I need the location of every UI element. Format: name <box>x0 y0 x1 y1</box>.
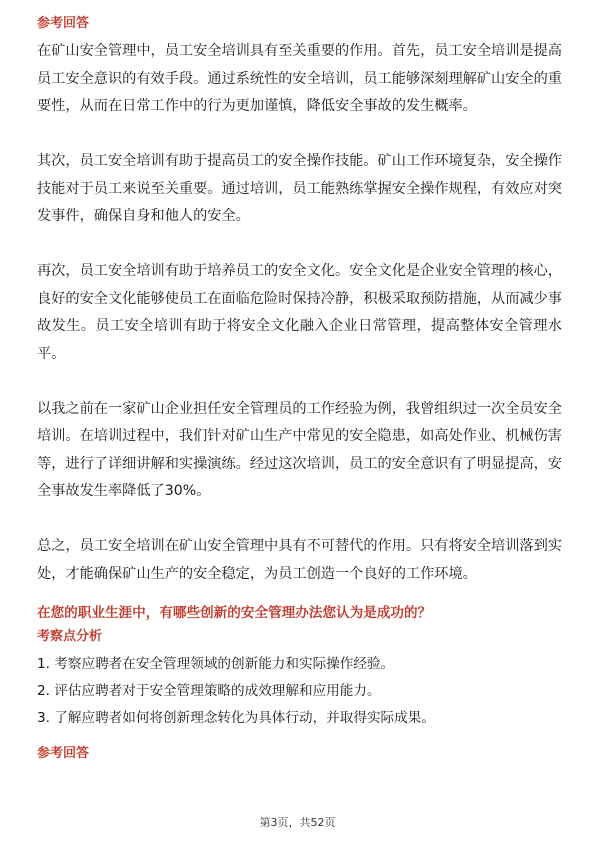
question-title: 在您的职业生涯中，有哪些创新的安全管理办法您认为是成功的？ <box>37 605 432 621</box>
analysis-heading: 考察点分析 <box>37 629 103 644</box>
answer-paragraph: 在矿山安全管理中，员工安全培训具有至关重要的作用。首先，员工安全培训是提高员工安全意识的有效手段。通过系统性的安全培训，员工能够深刻理解矿山安全的重要性，从而在日常工作中的行为更加谨慎，降低安全事故的发生概率。 <box>37 43 562 114</box>
list-item: 2. 评估应聘者对于安全管理策略的成效理解和应用能力。 <box>37 683 381 699</box>
list-item: 3. 了解应聘者如何将创新理念转化为具体行动，并取得实际成果。 <box>37 710 435 726</box>
page-content <box>37 14 562 764</box>
answer-heading-2: 参考回答 <box>37 746 90 761</box>
answer-paragraph: 其次，员工安全培训有助于提高员工的安全操作技能。矿山工作环境复杂，安全操作技能对于员工来说至关重要。通过培训，员工能熟练掌握安全操作规程，有效应对突发事件，确保自身和他人的安全。 <box>37 153 562 224</box>
answer-paragraph: 再次，员工安全培训有助于培养员工的安全文化。安全文化是企业安全管理的核心，良好的安全文化能够使员工在面临危险时保持冷静，积极采取预防措施，从而减少事故发生。员工安全培训有助于将安全文化融入企业日常管理，提高整体安全管理水平。 <box>37 263 562 362</box>
analysis-list <box>37 651 562 732</box>
answer-paragraph: 总之，员工安全培训在矿山安全管理中具有不可替代的作用。只有将安全培训落到实处，才能确保矿山生产的安全稳定，为员工创造一个良好的工作环境。 <box>37 538 562 582</box>
page-number: 第3页，共52页 <box>259 816 336 829</box>
answer-paragraph: 以我之前在一家矿山企业担任安全管理员的工作经验为例，我曾组织过一次全员安全培训。在培训过程中，我们针对矿山生产中常见的安全隐患，如高处作业、机械伤害等，进行了详细讲解和实操演练。经过这次培训，员工的安全意识有了明显提高，安全事故发生率降低了30%。 <box>37 400 562 499</box>
list-item: 1. 考察应聘者在安全管理领域的创新能力和实际操作经验。 <box>37 656 395 672</box>
answer-heading: 参考回答 <box>37 16 90 31</box>
